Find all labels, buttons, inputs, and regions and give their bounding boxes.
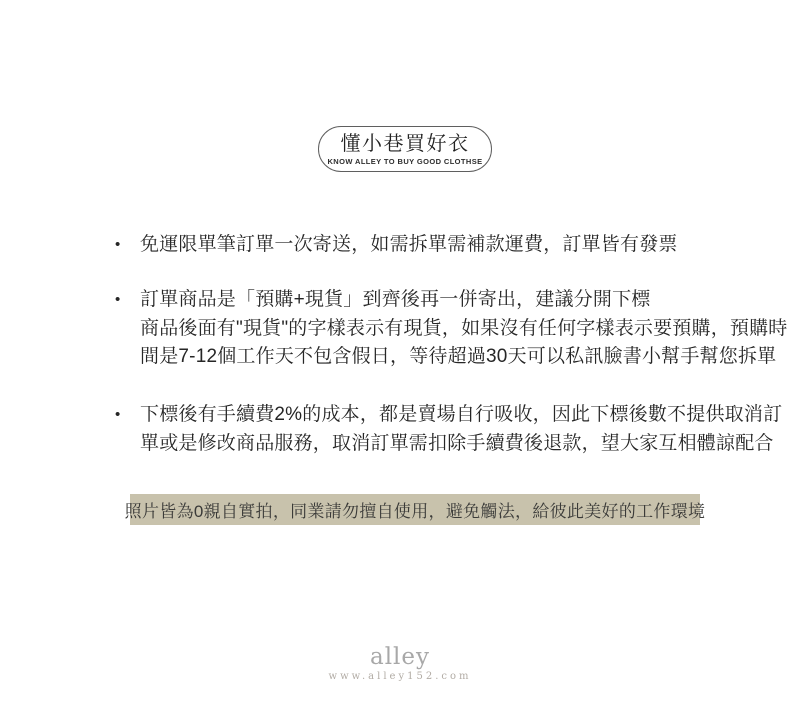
bullet-icon: • — [115, 236, 121, 253]
note-lines — [140, 286, 788, 372]
brand-title: 懂小巷買好衣 — [340, 132, 470, 155]
note-item-shipping — [113, 231, 733, 260]
notice-text: 照片皆為0親自實拍，同業請勿擅自使用，避免觸法，給彼此美好的工作環境 — [124, 502, 706, 521]
website-url: www.alley152.com — [328, 671, 472, 682]
bullet-icon: • — [115, 291, 121, 308]
note-line: 商品後面有"現貨"的字樣表示有現貨，如果沒有任何字樣表示要預購，預購時 — [140, 317, 788, 339]
note-item-preorder — [113, 286, 788, 372]
note-line: 訂單商品是「預購+現貨」到齊後再一併寄出，建議分開下標 — [140, 289, 651, 310]
bullet-icon: • — [115, 406, 121, 423]
notice-banner — [124, 494, 706, 525]
brand-badge — [318, 126, 492, 172]
note-line: 免運限單筆訂單一次寄送，如需拆單需補款運費，訂單皆有發票 — [140, 234, 678, 255]
note-line: 間是7-12個工作天不包含假日，等待超過30天可以私訊臉書小幫手幫您拆單 — [140, 346, 777, 367]
brand-wordmark: alley — [369, 644, 431, 670]
note-item-fees — [113, 401, 783, 458]
note-line: 單或是修改商品服務，取消訂單需扣除手續費後退款，望大家互相體諒配合 — [140, 432, 774, 454]
note-line: 下標後有手續費2%的成本，都是賣場自行吸收，因此下標後數不提供取消訂 — [140, 404, 783, 425]
brand-tagline: KNOW ALLEY TO BUY GOOD CLOTHSE — [327, 156, 483, 166]
note-lines — [140, 401, 783, 458]
note-lines — [140, 231, 733, 260]
